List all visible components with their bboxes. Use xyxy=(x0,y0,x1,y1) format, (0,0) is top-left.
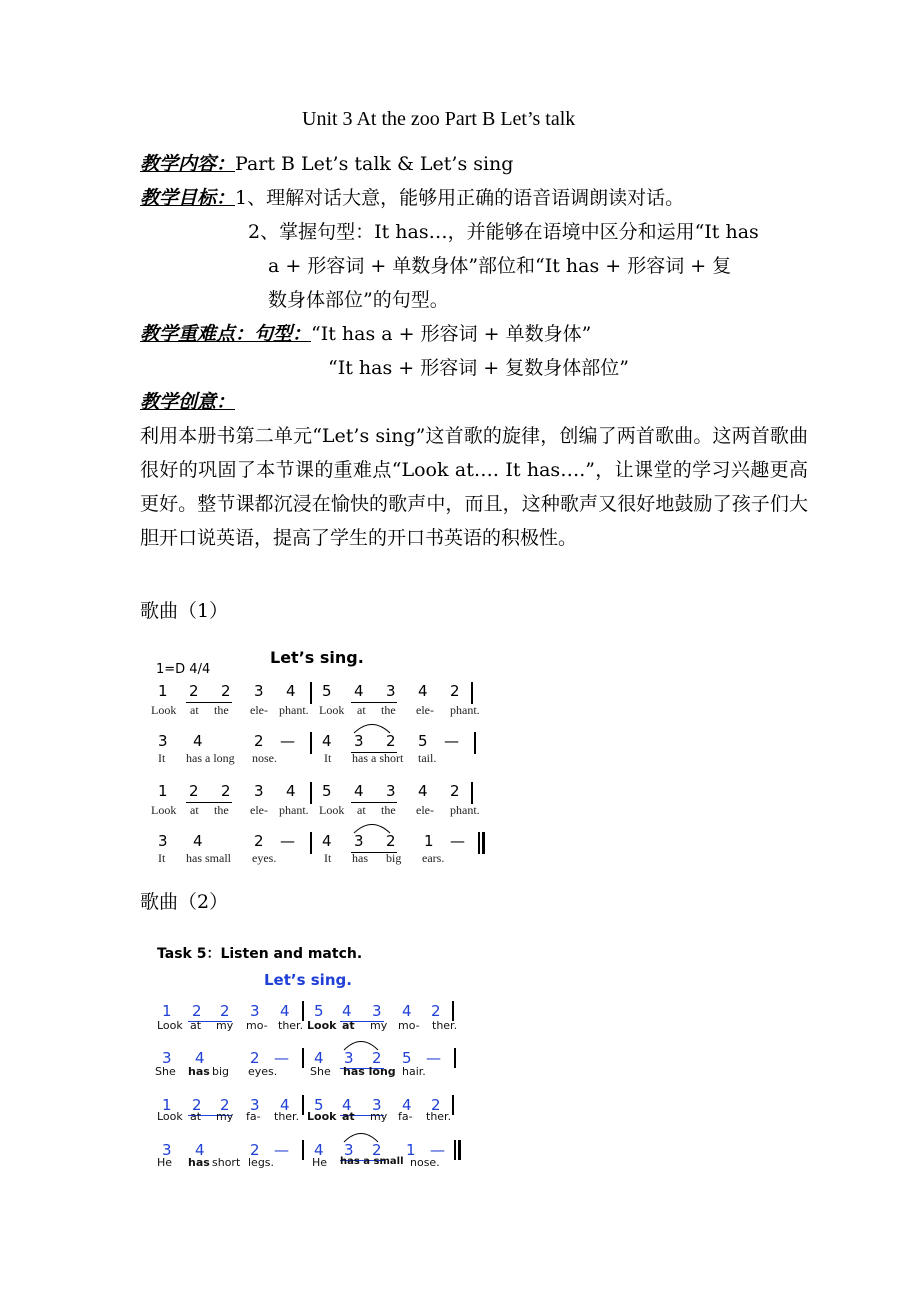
note: 3 xyxy=(344,1141,354,1159)
note: 5 xyxy=(314,1096,324,1114)
note: 4 xyxy=(402,1002,412,1020)
bar-line xyxy=(302,1048,304,1068)
lyric: fa- xyxy=(398,1110,413,1123)
lyric: big xyxy=(212,1065,230,1078)
note: — xyxy=(274,1049,289,1067)
note: — xyxy=(430,1141,445,1159)
song1-key: 1=D 4/4 xyxy=(156,662,211,677)
note: 5 xyxy=(418,732,428,750)
note: 4 xyxy=(418,682,428,700)
final-bar-line xyxy=(458,1140,461,1160)
note: — xyxy=(426,1049,441,1067)
note: 2 xyxy=(221,682,231,700)
bar-line xyxy=(302,1001,304,1021)
note: — xyxy=(444,732,459,750)
creative-label: 教学创意： xyxy=(140,391,236,413)
lyric: eyes. xyxy=(248,1065,278,1078)
song2-score xyxy=(150,938,470,1174)
lyric: hair. xyxy=(402,1065,426,1078)
lyric: eyes. xyxy=(252,851,277,865)
note: 5 xyxy=(322,782,332,800)
song2-task: Task 5：Listen and match. xyxy=(157,946,363,962)
lyric: the xyxy=(214,803,229,817)
goals-item-2-line-1: 2、掌握句型：It has…，并能够在语境中区分和运用“It has xyxy=(248,221,759,243)
note: 2 xyxy=(386,732,396,750)
lyric: at xyxy=(357,703,366,717)
note: 2 xyxy=(372,1049,382,1067)
note: 3 xyxy=(162,1049,172,1067)
note: 4 xyxy=(286,782,296,800)
lyric: mo- xyxy=(398,1019,420,1032)
lyric: at xyxy=(190,1110,202,1123)
note: 4 xyxy=(314,1049,324,1067)
bar-line xyxy=(310,682,312,704)
lyric: legs. xyxy=(248,1156,275,1169)
lyric: phant. xyxy=(279,703,309,717)
lyric: It xyxy=(324,751,332,765)
lyric: at xyxy=(342,1110,355,1123)
note: 3 xyxy=(162,1141,172,1159)
note: 3 xyxy=(254,682,264,700)
song1-score xyxy=(148,640,498,870)
lyric: my xyxy=(370,1019,388,1032)
lyric: my xyxy=(216,1110,234,1123)
note: 3 xyxy=(386,682,396,700)
note: 1 xyxy=(424,832,434,850)
lyric: nose. xyxy=(410,1156,440,1169)
bar-line xyxy=(452,1095,454,1115)
note: 4 xyxy=(195,1049,205,1067)
lyric: nose. xyxy=(252,751,277,765)
note: 4 xyxy=(342,1002,352,1020)
note: 2 xyxy=(254,832,264,850)
note: 4 xyxy=(402,1096,412,1114)
note: 1 xyxy=(406,1141,416,1159)
lyric: It xyxy=(158,851,166,865)
lyric: at xyxy=(357,803,366,817)
bar-line xyxy=(310,782,312,804)
note: 3 xyxy=(372,1096,382,1114)
bar-line xyxy=(471,782,473,804)
note: 2 xyxy=(254,732,264,750)
note: 4 xyxy=(280,1096,290,1114)
note: 4 xyxy=(342,1096,352,1114)
lyric: Look xyxy=(319,703,345,717)
lyric: has long xyxy=(343,1065,396,1078)
lyric: phant. xyxy=(450,703,480,717)
note: 4 xyxy=(354,782,364,800)
key-points-line-2: “It has + 形容词 + 复数身体部位” xyxy=(328,357,629,379)
note: 3 xyxy=(354,732,364,750)
song1-heading: Let’s sing. xyxy=(270,648,364,667)
lyric: has xyxy=(352,851,368,865)
lyric: has xyxy=(188,1065,210,1078)
note: 3 xyxy=(344,1049,354,1067)
creative-paragraph: 利用本册书第二单元“Let’s sing”这首歌的旋律，创编了两首歌曲。这两首歌曲很好的巩固了本节课的重难点“Look at…. It has….”，让课堂的学习兴趣更高更好。整节课都沉浸在愉快的歌声中，而且，这种歌声又很好地鼓励了孩子们大胆开口说英语，提高了学生的开口书英语的积极性。 xyxy=(140,425,808,549)
lyric: ther. xyxy=(432,1019,458,1032)
note: 3 xyxy=(372,1002,382,1020)
lyric: He xyxy=(157,1156,173,1169)
lyric: ears. xyxy=(422,851,445,865)
note: 3 xyxy=(354,832,364,850)
content-label: 教学内容： xyxy=(140,153,236,175)
lyric: has a short xyxy=(352,751,404,765)
note: 2 xyxy=(250,1141,260,1159)
page-title: Unit 3 At the zoo Part B Let’s talk xyxy=(302,108,576,130)
key-points-row xyxy=(140,317,591,351)
song1-caption: 歌曲（1） xyxy=(140,600,229,622)
lyric: phant. xyxy=(450,803,480,817)
note: 2 xyxy=(372,1141,382,1159)
goals-item-1: 1、理解对话大意，能够用正确的语音语调朗读对话。 xyxy=(235,187,685,209)
bar-line xyxy=(310,732,312,754)
lyric: ele- xyxy=(416,703,434,717)
note: 2 xyxy=(192,1096,202,1114)
note: 5 xyxy=(314,1002,324,1020)
lyric: at xyxy=(190,803,199,817)
song2-caption: 歌曲（2） xyxy=(140,891,229,913)
note: — xyxy=(450,832,465,850)
bar-line xyxy=(302,1095,304,1115)
note: 2 xyxy=(221,782,231,800)
final-bar-line xyxy=(482,832,485,854)
lyric: She xyxy=(310,1065,331,1078)
lyric: He xyxy=(312,1156,328,1169)
note: 2 xyxy=(386,832,396,850)
note: 5 xyxy=(322,682,332,700)
lyric: phant. xyxy=(279,803,309,817)
note: 4 xyxy=(193,832,203,850)
lyric: at xyxy=(190,703,199,717)
note: 3 xyxy=(386,782,396,800)
bar-line xyxy=(302,1140,304,1160)
song2-heading: Let’s sing. xyxy=(264,971,352,989)
bar-line xyxy=(471,682,473,704)
note: 2 xyxy=(192,1002,202,1020)
lyric: Look xyxy=(319,803,345,817)
key-points-line-1: “It has a + 形容词 + 单数身体” xyxy=(311,323,592,345)
lyric: It xyxy=(324,851,332,865)
lyric: Look xyxy=(307,1019,337,1032)
bar-line xyxy=(478,832,480,854)
note: 1 xyxy=(162,1002,172,1020)
note: 4 xyxy=(280,1002,290,1020)
lyric: It xyxy=(158,751,166,765)
lyric: ther. xyxy=(426,1110,452,1123)
note: 3 xyxy=(250,1096,260,1114)
note: — xyxy=(280,732,295,750)
note: 1 xyxy=(162,1096,172,1114)
lyric: Look xyxy=(157,1110,183,1123)
lyric: Look xyxy=(307,1110,337,1123)
bar-line xyxy=(474,732,476,754)
note: 4 xyxy=(195,1141,205,1159)
note: — xyxy=(280,832,295,850)
lyric: short xyxy=(212,1156,241,1169)
lyric: has a small xyxy=(340,1156,404,1167)
lyric: the xyxy=(381,703,396,717)
lyric: has xyxy=(188,1156,210,1169)
lyric: She xyxy=(155,1065,176,1078)
lyric: Look xyxy=(157,1019,183,1032)
note: 4 xyxy=(322,732,332,750)
goals-label: 教学目标： xyxy=(140,187,236,209)
note: 1 xyxy=(158,782,168,800)
content-text: Part B Let’s talk & Let’s sing xyxy=(235,153,514,175)
note: 2 xyxy=(431,1002,441,1020)
content-row xyxy=(140,147,513,181)
lyric: has small xyxy=(186,851,231,865)
note: 2 xyxy=(250,1049,260,1067)
note: 2 xyxy=(450,782,460,800)
lyric: ele- xyxy=(416,803,434,817)
lyric: big xyxy=(386,851,402,865)
note: 4 xyxy=(286,682,296,700)
lyric: ele- xyxy=(250,703,268,717)
lyric: at xyxy=(190,1019,202,1032)
note: 4 xyxy=(314,1141,324,1159)
note: — xyxy=(274,1141,289,1159)
bar-line xyxy=(454,1048,456,1068)
lyric: ther. xyxy=(274,1110,300,1123)
lyric: mo- xyxy=(246,1019,268,1032)
lyric: at xyxy=(342,1019,355,1032)
note: 2 xyxy=(220,1096,230,1114)
goals-row xyxy=(140,181,684,215)
note: 4 xyxy=(193,732,203,750)
note: 2 xyxy=(189,682,199,700)
lyric: Look xyxy=(151,703,177,717)
lyric: fa- xyxy=(246,1110,261,1123)
lyric: has a long xyxy=(186,751,235,765)
note: 2 xyxy=(220,1002,230,1020)
note: 3 xyxy=(158,832,168,850)
lyric: ther. xyxy=(278,1019,304,1032)
note: 2 xyxy=(431,1096,441,1114)
note: 2 xyxy=(189,782,199,800)
goals-item-2-line-2: a + 形容词 + 单数身体”部位和“It has + 形容词 + 复 xyxy=(268,255,732,277)
lyric: the xyxy=(214,703,229,717)
goals-item-2-line-3: 数身体部位”的句型。 xyxy=(268,289,449,311)
lyric: Look xyxy=(151,803,177,817)
note: 4 xyxy=(322,832,332,850)
key-points-label: 教学重难点：句型： xyxy=(140,323,312,345)
note: 3 xyxy=(250,1002,260,1020)
lyric: ele- xyxy=(250,803,268,817)
note: 4 xyxy=(418,782,428,800)
lyric: tail. xyxy=(418,751,437,765)
note: 5 xyxy=(402,1049,412,1067)
bar-line xyxy=(454,1140,456,1160)
note: 2 xyxy=(450,682,460,700)
lyric: my xyxy=(216,1019,234,1032)
bar-line xyxy=(452,1001,454,1021)
lyric: the xyxy=(381,803,396,817)
bar-line xyxy=(310,832,312,854)
note: 4 xyxy=(354,682,364,700)
note: 3 xyxy=(158,732,168,750)
lyric: my xyxy=(370,1110,388,1123)
note: 1 xyxy=(158,682,168,700)
note: 3 xyxy=(254,782,264,800)
